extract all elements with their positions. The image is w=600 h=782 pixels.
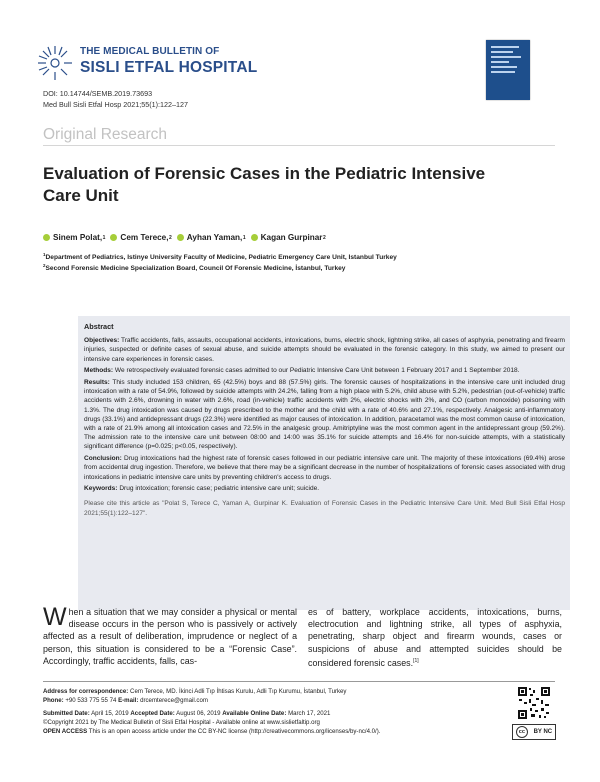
author[interactable]: Ayhan Yaman, 1 — [177, 233, 246, 242]
footer-divider — [43, 681, 555, 682]
drop-cap: W — [43, 603, 67, 631]
cc-license-badge[interactable] — [512, 724, 556, 740]
abstract-methods: Methods: We retrospectively evaluated forensic cases admitted to our Pediatric Intensive Care Unit between 1 February 2017 and 1 September 2018. — [84, 367, 520, 375]
body-column-right: es of battery, workplace accidents, intoxications, burns, electrocution and lightning strike, all types of asphyxia, penetrating, sharp object and firearm wounds, cases or suspicions of abuse and attempted suicides should be considered forensic cases.[1] — [308, 607, 562, 668]
abstract-keywords: Keywords: Drug intoxication; forensic case; pediatric intensive care unit; suicide. — [84, 485, 320, 493]
journal-cover-thumbnail — [486, 40, 530, 100]
doi: DOI: 10.14744/SEMB.2019.73693 — [43, 89, 153, 98]
body-column-left: When a situation that we may consider a physical or mental disease occurs in the person who is passively or actively affected as a result of deliberation, imprudence or neglect of a person, this situation is considered to be a “Forensic Case”. Accordingly, traffic accidents, falls, cas- — [43, 603, 297, 666]
qr-code-icon — [517, 686, 551, 720]
dates-line: Submitted Date: April 15, 2019 Accepted Date: August 06, 2019 Available Online Date: March 17, 2021 — [43, 710, 331, 717]
article-type: Original Research — [43, 126, 168, 143]
email-link[interactable]: drcemterece@gmail.com — [140, 697, 208, 704]
author[interactable]: Cem Terece, 2 — [110, 233, 171, 242]
article-title: Evaluation of Forensic Cases in the Pediatric Intensive Care Unit — [43, 164, 486, 205]
journal-name-line1: THE MEDICAL BULLETIN OF — [80, 46, 220, 57]
author[interactable]: Sinem Polat, 1 — [43, 233, 105, 242]
abstract-box — [78, 316, 570, 610]
abstract-objectives: Objectives: Traffic accidents, falls, assaults, occupational accidents, intoxications, burns, electric shock, lightning strike, all cases of asphyxia, penetrating and firearm injuries, suspected or definite cases of sexual abuse, and suicide attempts should be evaluated in the forensic category. In this study, we aimed to present our intensive care experiences in forensic cases. — [84, 337, 565, 363]
creative-commons-icon: cc — [516, 726, 528, 738]
orcid-icon[interactable] — [177, 234, 184, 241]
please-cite: Please cite this article as "Polat S, Terece C, Yaman A, Gurpinar K. Evaluation of Forensic Cases in the Pediatric Intensive Care Unit. Med Bull Sisli Etfal Hosp 2021;55(1):122–127". — [84, 500, 565, 517]
author-list — [43, 233, 326, 242]
abstract-conclusion: Conclusion: Drug intoxications had the highest rate of forensic cases followed in our pediatric intensive care unit. The majority of these intoxications (69.4%) arose from accidental drug ingestion. Therefore, we believe that there may be a significant decrease in the number of hospitalizations of forensic cases associated with drug intoxications in pediatric intensive care units by preventing children's access to drugs. — [84, 455, 565, 481]
journal-citation: Med Bull Sisli Etfal Hosp 2021;55(1):122–127 — [43, 100, 189, 109]
journal-name-line2: SISLI ETFAL HOSPITAL — [80, 59, 258, 76]
abstract-heading: Abstract — [84, 322, 114, 331]
orcid-icon[interactable] — [251, 234, 258, 241]
reference-link[interactable]: [1] — [413, 657, 419, 664]
abstract-results: Results: This study included 153 children, 65 (42.5%) boys and 88 (57.5%) girls. The forensic causes of hospitalizations in the intensive care unit included drug intoxication with a rate of 54.9%, followed by suicide attempts with 24.2%, falling from a high place with 5.2%, child abuse with 5.2%, pedestrian (out-of-vehicle) traffic accidents with 2.6%, drowning in water with 2.6%, road (in-vehicle) traffic accidents with 2%, electric shocks with 2%, and CO (carbon monoxide) poisoning with 1.3%. The drug intoxication was caused by drugs prescribed to the mother and the child with a rate of 40.6% and 27.1%, respectively. Analgesic anti-inflammatory drugs (33.1%) and antidepressant drugs (22.3%) were identified as major causes of intoxication. In addition, paracetamol was the most common cause of intoxication, with a rate of 21.9% among all intoxication cases and 72.5% in the analgesic group. Amitriptyline was the most common agent in the antidepressant group (59.2%). The admission rate to the intensive care unit between 08:00 and 14:00 was 35.1% for suicide attempts and 16.4% for non-suicide attempts, with a statistically significant difference (p=0.025; p<0.05, respectively). — [84, 379, 565, 451]
cc-license-label: BY NC — [533, 729, 553, 735]
author[interactable]: Kagan Gurpinar 2 — [251, 233, 326, 242]
open-access-line: OPEN ACCESS This is an open access article under the CC BY-NC license (http://creativecommons.org/licenses/by-nc/4.0/). — [43, 728, 381, 735]
orcid-icon[interactable] — [110, 234, 117, 241]
affiliation: $^2$Second Forensic Medicine Specialization Board, Council Of Forensic Medicine, İstanbul, Turkey — [43, 263, 346, 273]
journal-logo-icon — [36, 44, 74, 82]
affiliation: $^1$Department of Pediatrics, Istinye University Faculty of Medicine, Pediatric Emergency Care Unit, Istanbul Turkey — [43, 252, 397, 262]
copyright: ©Copyright 2021 by The Medical Bulletin of Sisli Etfal Hospital - Available online at www.sislietfaltip.org — [43, 719, 320, 726]
contact-line: Phone: +90 533 775 55 74 E-mail: drcemterece@gmail.com — [43, 697, 208, 704]
orcid-icon[interactable] — [43, 234, 50, 241]
correspondence-address: Address for correspondence: Cem Terece, MD. İkinci Adli Tıp İhtisas Kurulu, Adli Tıp Kurumu, İstanbul, Turkey — [43, 688, 347, 695]
header-divider — [43, 145, 555, 146]
